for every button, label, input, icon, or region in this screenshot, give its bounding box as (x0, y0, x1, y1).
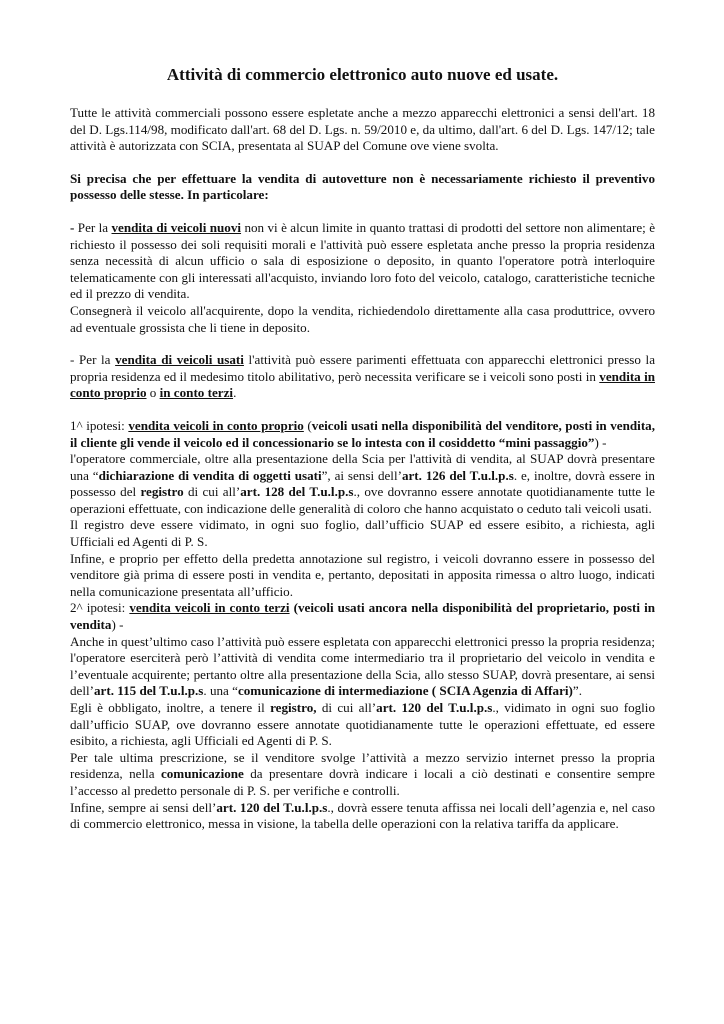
nuovi-pre: Per la (77, 219, 112, 235)
nuovi-paragraph (70, 220, 655, 303)
law-reference: art. 115 del T.u.l.p.s (94, 683, 204, 699)
text-run: ., vidimato in ogni suo foglio dall’ufficio SUAP, ove dovranno essere annotate quotidianamente tutte le operazioni effettuate, ed essere esibito, a richiesta, agli Ufficiali ed Agenti di P. S. (70, 700, 655, 749)
text-run: Anche in quest’ultimo caso l’attività può essere espletata con apparecchi elettronici presso la propria residenza; l'operatore eserciterà però l’attività di vendita come intermediario tra il proprietario del veicolo in vendita e l’eventuale acquirente; pertanto oltre alla presentazione della Scia, allo stesso SUAP, dovrà presentare, ai sensi dell’ (70, 633, 655, 699)
text-run: Egli è obbligato, inoltre, a tenere il (70, 700, 271, 715)
dash: - (70, 219, 78, 235)
registro-paragraph: Il registro deve essere vidimato, in ogni suo foglio, dall’ufficio SUAP ed essere esibito, a richiesta, agli Ufficiali ed Agenti di P. S. (70, 517, 655, 550)
law-reference: art. 126 del T.u.l.p.s (401, 467, 514, 483)
text-run: da presentare dovrà indicare i locali a ciò destinati e consentire sempre l’accesso al predetto personale di P. S. per verifiche e controlli. (70, 766, 655, 798)
ipotesi1-title: vendita veicoli in conto proprio (128, 417, 304, 433)
bold-term: registro (140, 484, 184, 500)
nuovi-heading: vendita di veicoli nuovi (111, 219, 242, 235)
text-run: Per tale ultima prescrizione, se il venditore svolge l’attività a mezzo servizio internet presso la propria residenza, nella (70, 749, 655, 782)
ipotesi1-paren-open: ( (303, 417, 312, 433)
bold-note-text: Si precisa che per effettuare la vendita di autovetture non è necessariamente richiesto il preventivo possesso delle stesse. In particolare: (70, 170, 655, 203)
egli-paragraph (70, 700, 655, 750)
nuovi-text: non vi è alcun limite in quanto trattasi di prodotti del settore non alimentare; è richiesto il possesso dei soli requisiti morali e l'attività può essere espletata anche presso la propria residenza senza necessità di alcun ufficio o sala di esposizione o deposito, in quanto l'operatore potrà interloquire telematicamente con gli interessati all'acquisto, inviando loro foto del veicolo, catalogo, caratteristiche tecniche ed il prezzo di vendita. (70, 219, 656, 302)
bold-term: comunicazione (160, 766, 244, 782)
text-run: ”. (572, 683, 582, 699)
intro-paragraph: Tutte le attività commerciali possono essere espletate anche a mezzo apparecchi elettronici a sensi dell'art. 18 del D. Lgs.114/98, modificato dall'art. 68 del D. Lgs. n. 59/2010 e, da ultimo, dall'art. 6 del D. Lgs. 147/12; tale attività è autorizzata con SCIA, presentata al SUAP del Comune ove viene svolta. (70, 105, 655, 154)
text-run: ., dovrà essere tenuta affissa nei locali dell’agenzia e, nel caso di commercio elettronico, messa in visione, la tabella delle operazioni con la relativa tariffa da applicare. (70, 799, 655, 832)
infine-paragraph: Infine, e proprio per effetto della predetta annotazione sul registro, i veicoli dovranno essere in possesso del venditore già prima di essere posti in vendita e, pertanto, depositati in apposita rimessa o altro luogo, indicati nella comunicazione presentata all’ufficio. (70, 550, 655, 599)
law-reference: art. 128 del T.u.l.p.s (240, 484, 354, 500)
usati-heading: vendita di veicoli usati (115, 352, 244, 368)
ipotesi2-title: vendita veicoli in conto terzi (129, 600, 290, 616)
text-run: di cui all’ (183, 484, 241, 500)
ipotesi1-pre: 1^ ipotesi: (70, 417, 129, 433)
usati-paragraph (70, 352, 655, 402)
ipotesi2-pre: 2^ ipotesi: (70, 600, 130, 616)
ipotesi2-close: ) - (111, 617, 124, 633)
ipotesi1-body (70, 451, 655, 517)
ipotesi1-paren-close: ) - (594, 434, 607, 450)
bold-note (70, 171, 655, 204)
law-reference: art. 120 del T.u.l.p.s (216, 799, 328, 815)
bold-term: registro, (270, 700, 317, 715)
text-run: di cui all’ (316, 700, 377, 715)
conto-proprio-term: vendita in conto proprio (70, 368, 655, 401)
consegna-paragraph: Consegnerà il veicolo all'acquirente, dopo la vendita, richiedendolo direttamente alla casa produttrice, ovvero ad eventuale grossista che li tiene in deposito. (70, 302, 655, 335)
text-run: ., ove dovranno essere annotate quotidianamente tutte le operazioni effettuate, con indicazione delle generalità di coloro che hanno acquistato o ceduto tali veicoli usati. (70, 484, 655, 516)
final-paragraph (70, 800, 655, 833)
law-reference: art. 120 del T.u.l.p.s (376, 700, 493, 715)
text-run: . una “ (203, 683, 238, 699)
usati-end: . (233, 385, 237, 401)
document-body (70, 64, 655, 833)
text-run: . e, inoltre, dovrà essere in possesso del (70, 467, 655, 500)
usati-pre: - Per la (70, 352, 116, 368)
ipotesi2-heading (70, 600, 655, 633)
usati-text: l'attività può essere parimenti effettuata con apparecchi elettronici presso la propria residenza ed il medesimo titolo abilitativo, però necessita verificare se i veicoli sono posti in (70, 352, 656, 384)
conto-terzi-term: in conto terzi (159, 385, 234, 401)
text-run: ”, ai sensi dell’ (321, 467, 402, 483)
page-title: Attività di commercio elettronico auto nuove ed usate. (166, 65, 559, 84)
text-run: Infine, sempre ai sensi dell’ (70, 799, 217, 815)
text-run: l'operatore commerciale, oltre alla presentazione della Scia per l'attività di vendita, al SUAP dovrà presentare una “ (70, 451, 655, 483)
ipotesi1-heading (70, 418, 655, 451)
ipotesi2-bold: (veicoli usati ancora nella disponibilità del proprietario, posti in vendita (70, 600, 656, 633)
prescrizione-paragraph (70, 750, 655, 800)
bold-term: dichiarazione di vendita di oggetti usati (98, 467, 322, 483)
ipotesi1-bold: veicoli usati nella disponibilità del venditore, posti in vendita, il cliente gli vende il veicolo ed il concessionario se lo intesta con il cosiddetto “mini passaggio” (70, 417, 656, 450)
usati-mid: o (146, 385, 160, 401)
ipotesi2-body (70, 634, 655, 700)
bold-term: comunicazione di intermediazione ( SCIA Agenzia di Affari) (237, 683, 573, 699)
